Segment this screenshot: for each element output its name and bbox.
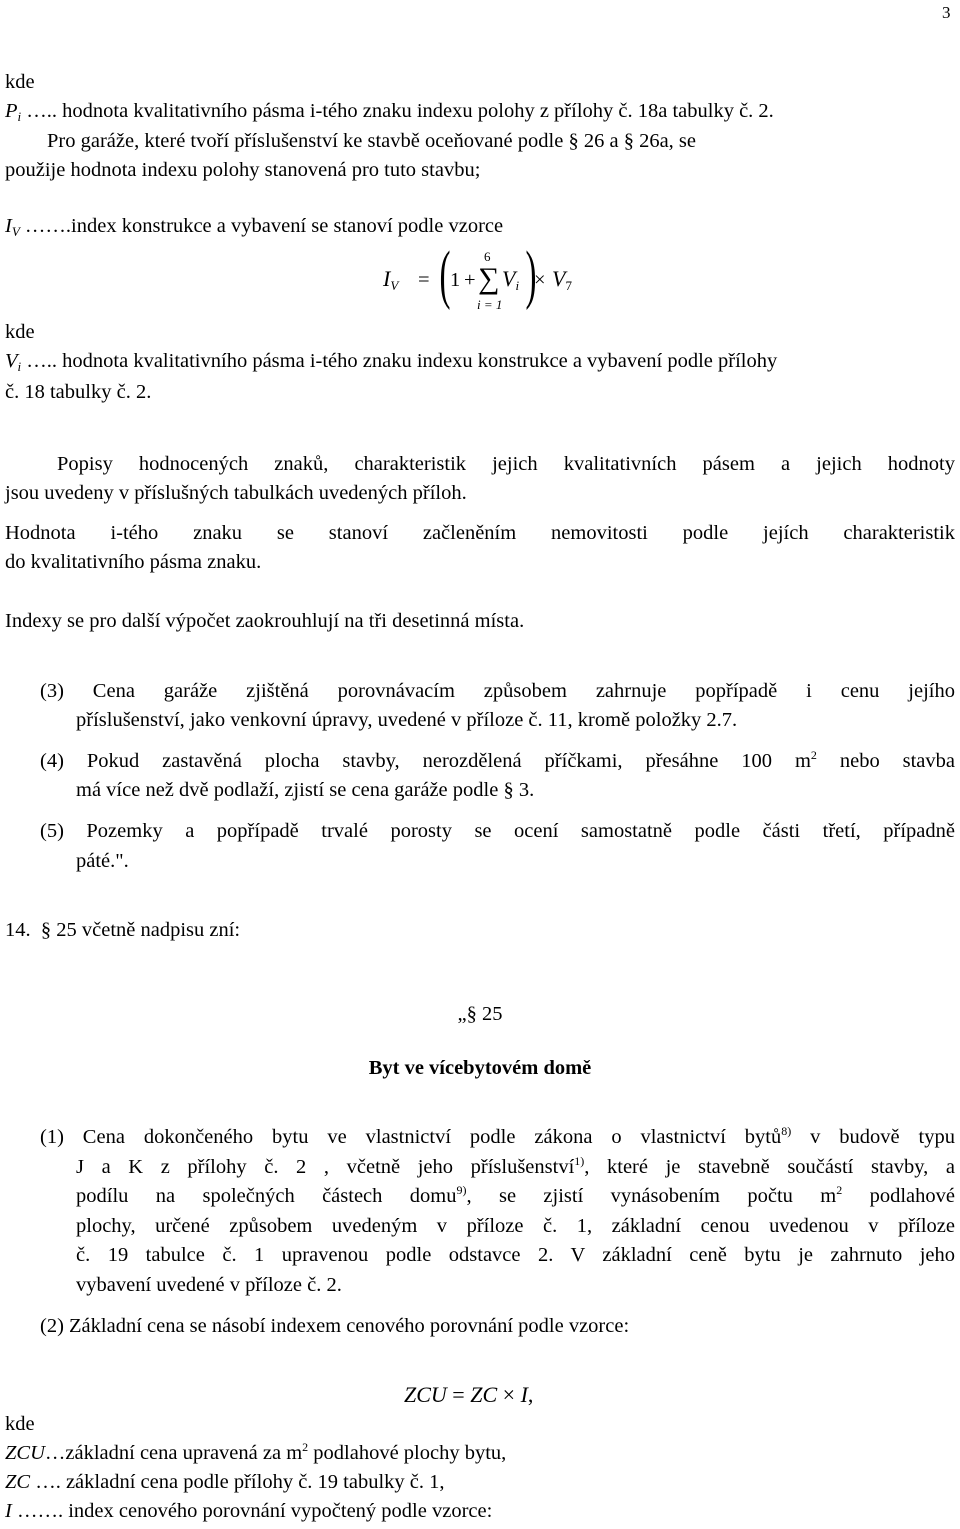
section-sign: §: [568, 130, 579, 152]
s1-line6: vybavení uvedené v příloze č. 2.: [76, 1274, 342, 1296]
para2-line2: do kvalitativního pásma znaku.: [5, 551, 262, 573]
formula-eq: =: [418, 269, 430, 291]
s1-line4: plochy, určené způsobem uvedeným v příloze č. 1, základní cenou uvedenou v příloze: [76, 1215, 955, 1237]
garage-sentence-line1: [47, 131, 696, 152]
para2-line1: Hodnota i-tého znaku se stanoví začleněním nemovitosti podle jejích charakteristik: [5, 522, 955, 544]
item3-line1: (3) Cena garáže zjištěná porovnávacím způsobem zahrnuje popřípadě i cenu jejího: [40, 680, 955, 702]
para1-line2: jsou uvedeny v příslušných tabulkách uvedených příloh.: [5, 482, 467, 504]
formula-v7: V7: [552, 266, 572, 293]
garage-par1: 26 a: [583, 130, 619, 152]
p-i-definition: [5, 101, 774, 122]
symbol-p-sub: i: [17, 109, 22, 124]
vi-text: ….. hodnota kvalitativního pásma i-tého znaku indexu konstrukce a vybavení podle přílohy: [21, 350, 778, 372]
item5-line1: (5) Pozemky a popřípadě trvalé porosty se ocení samostatně podle části třetí, případně: [40, 820, 955, 842]
iv-definition: [5, 216, 503, 237]
item4-line1: (4) Pokud zastavěná plocha stavby, nerozdělená příčkami, přesáhne 100 $m^2$ nebo stavba: [40, 748, 955, 772]
garage-sentence-line2: použije hodnota indexu polohy stanovená pro tuto stavbu;: [5, 159, 481, 181]
symbol-v-sub: i: [17, 359, 22, 374]
section-number: „§ 25: [457, 1003, 503, 1025]
item4-line2: má více než dvě podlaží, zjistí se cena garáže podle § 3.: [76, 779, 535, 801]
garage-par2: 26a, se: [639, 130, 696, 152]
symbol-v: V: [5, 350, 18, 372]
item5-line2: páté.".: [76, 850, 129, 872]
formula-lhs: IV: [383, 266, 399, 293]
s1-line3: podílu na společných částech domu$^{9)}$, se zjistí vynásobením počtu $m^2$ podlahové: [76, 1183, 955, 1207]
kde-label-2: kde: [5, 321, 35, 343]
kde-label-3: kde: [5, 1413, 35, 1435]
zc-definition: ZC …. základní cena podle přílohy č. 19 tabulky č. 1,: [5, 1471, 445, 1493]
formula-one: 1: [450, 269, 461, 291]
sum-top: 6: [484, 249, 491, 264]
formula-times: ×: [534, 269, 546, 291]
p-i-text: ….. hodnota kvalitativního pásma i-tého znaku indexu polohy z přílohy č. 18a tabulky č. 2.: [21, 100, 774, 122]
left-paren: (: [439, 238, 451, 311]
s1-line1: (1) Cena dokončeného bytu ve vlastnictví podle zákona o vlastnictví bytů$^{8)}$ v budově typu: [40, 1124, 956, 1148]
zcu-definition: ZCU…základní cena upravená za $m^2$ podlahové plochy bytu,: [5, 1440, 507, 1464]
symbol-i: I: [5, 215, 12, 237]
symbol-i-sub: V: [11, 224, 20, 239]
section-sign: §: [623, 130, 634, 152]
formula-iv: [0, 240, 960, 320]
formula-zcu: ZCU = ZC × I,: [404, 1382, 534, 1407]
section-title: Byt ve vícebytovém domě: [368, 1057, 592, 1079]
s1-line5: č. 19 tabulce č. 1 upravenou podle odstavce 2. V základní ceně bytu je zahrnuto jeho: [76, 1244, 955, 1266]
s2-line1: (2) Základní cena se násobí indexem cenového porovnání podle vzorce:: [40, 1315, 630, 1337]
iv-text: …….index konstrukce a vybavení se stanoví podle vzorce: [19, 215, 504, 237]
right-paren: ): [525, 238, 537, 311]
vi-definition: [5, 351, 777, 372]
kde-label: kde: [5, 71, 35, 93]
formula-vi: Vi: [502, 266, 520, 293]
para1-line1: Popisy hodnocených znaků, charakteristik jejich kvalitativních pásem a jejich hodnoty: [57, 453, 955, 475]
s1-line2: J a K z přílohy č. 2 , včetně jeho příslušenství$^{1)}$, které je stavebně součástí stavby, a: [76, 1154, 955, 1178]
i-definition: I ……. index cenového porovnání vypočtený podle vzorce:: [5, 1500, 493, 1522]
para3: Indexy se pro další výpočet zaokrouhlují na tři desetinná místa.: [5, 610, 525, 632]
sum-bottom: i = 1: [477, 297, 503, 312]
page-number: 3: [942, 3, 951, 22]
vi-definition-line2: č. 18 tabulky č. 2.: [5, 381, 152, 403]
point-14: 14. § 25 včetně nadpisu zní:: [5, 919, 241, 941]
formula-plus: +: [464, 269, 476, 291]
sum-sign: ∑: [478, 262, 500, 295]
garage-sentence-text: Pro garáže, které tvoří příslušenství ke stavbě oceňované podle: [47, 130, 564, 152]
item3-line2: příslušenství, jako venkovní úpravy, uvedené v příloze č. 11, kromě položky 2.7.: [76, 709, 738, 731]
symbol-p: P: [5, 100, 18, 122]
